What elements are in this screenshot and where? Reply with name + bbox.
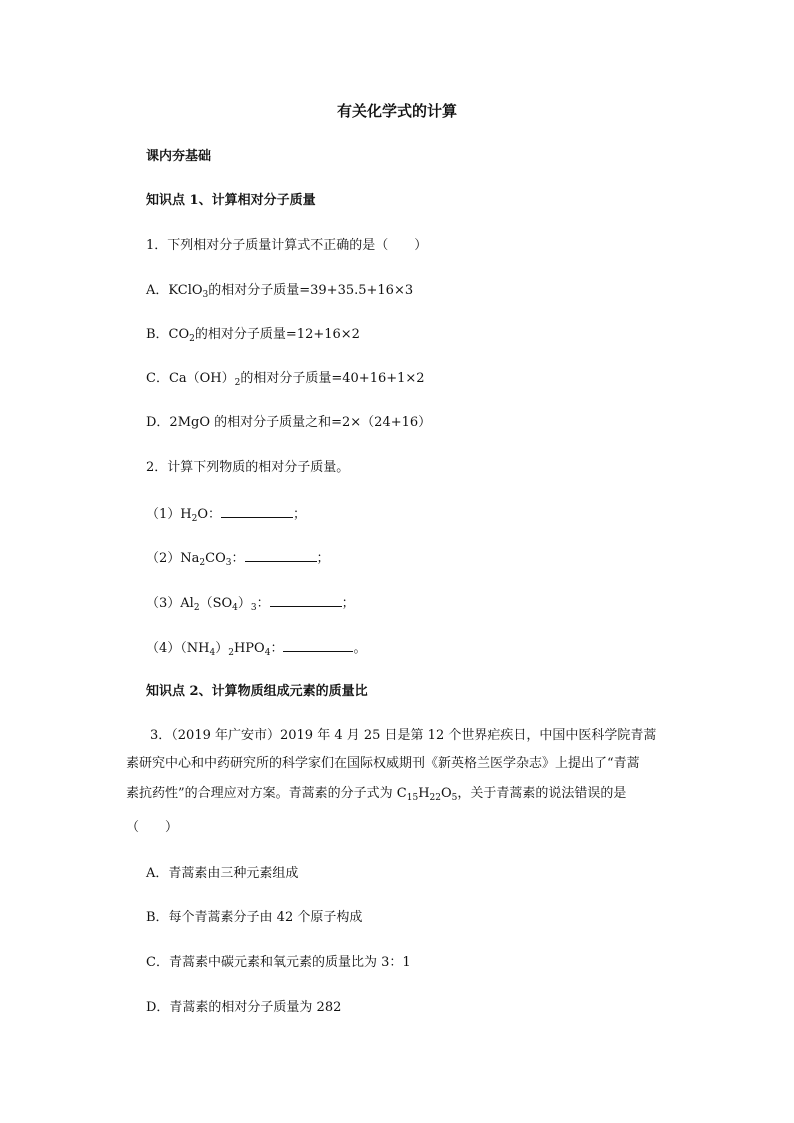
answer-blank[interactable] xyxy=(221,505,293,518)
question-3-option-c: C．青蒿素中碳元素和氧元素的质量比为 3：1 xyxy=(146,955,411,970)
question-3-option-d: D．青蒿素的相对分子质量为 282 xyxy=(146,1000,342,1015)
knowledge-point-2-heading: 知识点 2、计算物质组成元素的质量比 xyxy=(146,684,368,699)
question-3-option-a: A．青蒿素由三种元素组成 xyxy=(146,866,299,881)
answer-blank[interactable] xyxy=(283,639,353,652)
question-2-part-4: $(4)(NH_4)_2HPO_4$： 。 xyxy=(146,641,367,658)
question-1-option-d: D．2MgO 的相对分子质量之和=2×（24+16） xyxy=(146,415,432,430)
answer-blank[interactable] xyxy=(245,549,317,562)
section-heading: 课内夯基础 xyxy=(146,149,212,164)
question-2-part-2: $(2)Na_2CO_3$： ； xyxy=(146,551,330,568)
question-1-stem: 1．下列相对分子质量计算式不正确的是（ ） xyxy=(146,238,428,253)
question-1-option-b: B．$CO_2$的相对分子质量=12+16×2 xyxy=(146,327,360,344)
question-3-line-2: 素研究中心和中药研究所的科学家们在国际权威期刊《新英格兰医学杂志》上提出了“青蒿 xyxy=(126,756,640,771)
knowledge-point-1-heading: 知识点 1、计算相对分子质量 xyxy=(146,193,316,208)
question-2-stem: 2．计算下列物质的相对分子质量。 xyxy=(146,460,350,475)
question-2-part-1: $(1)H_2O$： ； xyxy=(146,507,307,524)
question-3-option-b: B．每个青蒿素分子由 42 个原子构成 xyxy=(146,910,363,925)
question-3-answer-bracket: （ ） xyxy=(126,820,179,835)
question-1-option-a: A．KClO$_3$的相对分子质量=39+35.5+16×3 xyxy=(146,283,414,300)
page-title: 有关化学式的计算 xyxy=(336,102,457,120)
question-1-option-c: C．$Ca(OH)_2$的相对分子质量=40+16+1×2 xyxy=(146,371,425,388)
question-2-part-3: $(3)Al_2(SO_4)_3$： ； xyxy=(146,596,355,613)
question-3-line-3: 素抗药性”的合理应对方案。青蒿素的分子式为 $C_{15}H_{22}O_5$，关于青蒿素的说法错误的是 xyxy=(126,786,627,803)
answer-blank[interactable] xyxy=(270,594,342,607)
question-3-line-1: 3．（2019 年广安市）2019 年 4 月 25 日是第 12 个世界疟疾日，中国中医科学院青蒿 xyxy=(150,728,657,743)
